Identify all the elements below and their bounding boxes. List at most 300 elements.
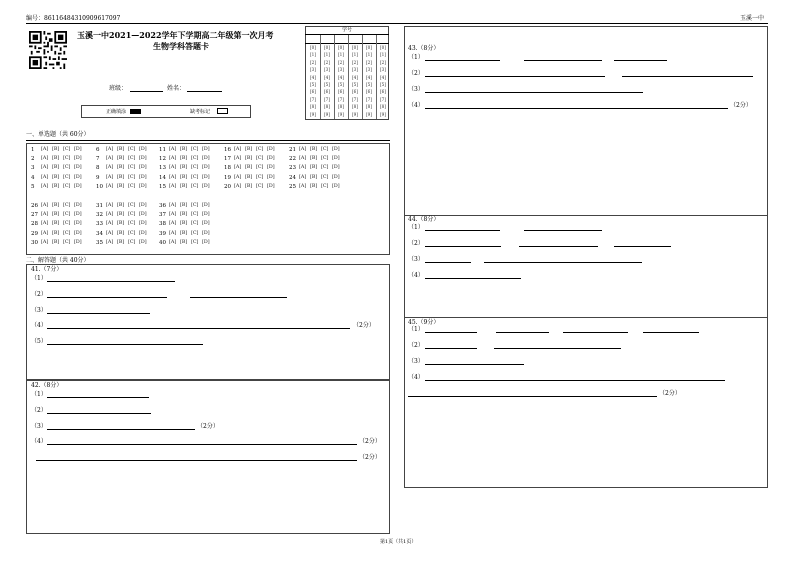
mc-option-bubble[interactable]: [B]: [117, 174, 125, 180]
mc-option-bubble[interactable]: [D]: [74, 183, 82, 189]
mc-option-bubble[interactable]: [B]: [310, 174, 318, 180]
mc-option-bubble[interactable]: [B]: [117, 183, 125, 189]
q41-3-answer[interactable]: [47, 313, 150, 314]
mc-option-bubble[interactable]: [B]: [310, 183, 318, 189]
mc-option-bubble[interactable]: [D]: [139, 156, 147, 162]
mc-option-bubble[interactable]: [B]: [245, 156, 253, 162]
student-number-bubble[interactable]: [2]: [324, 59, 330, 65]
q42-4b-answer[interactable]: [36, 460, 357, 461]
q43-score-note: （2分）: [730, 102, 752, 109]
mc-option-bubble[interactable]: [A]: [106, 230, 114, 236]
name-field[interactable]: [187, 91, 222, 92]
mc-option-bubble[interactable]: [B]: [180, 165, 188, 171]
mc-option-bubble[interactable]: [A]: [169, 183, 177, 189]
student-number-bubble[interactable]: [6]: [338, 89, 344, 95]
q45-1b-answer[interactable]: [496, 332, 549, 333]
class-field[interactable]: [130, 91, 163, 92]
student-number-bubble[interactable]: [9]: [352, 111, 358, 117]
mc-option-bubble[interactable]: [A]: [299, 165, 307, 171]
mc-option-bubble[interactable]: [D]: [74, 230, 82, 236]
mc-option-bubble[interactable]: [B]: [52, 221, 60, 227]
q43-3-answer[interactable]: [425, 92, 643, 93]
q41-4-answer[interactable]: [47, 328, 350, 329]
mc-option-bubble[interactable]: [B]: [310, 156, 318, 162]
mc-option-bubble[interactable]: [D]: [202, 203, 210, 208]
student-number-bubble[interactable]: [1]: [310, 52, 316, 58]
student-number-bubble[interactable]: [0]: [338, 45, 344, 50]
mc-option-bubble[interactable]: [B]: [52, 230, 60, 236]
mc-option-bubble[interactable]: [C]: [321, 174, 329, 180]
mc-option-bubble[interactable]: [A]: [169, 156, 177, 162]
q45-4b-answer[interactable]: [408, 396, 657, 397]
exam-subtitle: 生物学科答题卡: [153, 41, 209, 51]
mc-question-number: 23: [289, 165, 296, 172]
mc-option-bubble[interactable]: [D]: [74, 212, 82, 218]
mc-option-bubble[interactable]: [C]: [128, 203, 136, 208]
mc-option-bubble[interactable]: [A]: [41, 156, 49, 162]
mc-option-bubble[interactable]: [D]: [267, 183, 275, 189]
mc-option-bubble[interactable]: [D]: [202, 239, 210, 245]
mc-option-bubble[interactable]: [B]: [117, 212, 125, 218]
q45-1c-answer[interactable]: [563, 332, 628, 333]
mc-option-bubble[interactable]: [A]: [106, 174, 114, 180]
student-number-bubble[interactable]: [1]: [338, 52, 344, 58]
mc-option-bubble[interactable]: [D]: [332, 156, 340, 162]
mc-option-bubble[interactable]: [A]: [234, 156, 242, 162]
mc-option-bubble[interactable]: [C]: [256, 147, 264, 152]
mc-option-bubble[interactable]: [C]: [128, 174, 136, 180]
mc-option-bubble[interactable]: [A]: [41, 212, 49, 218]
mc-option-bubble[interactable]: [A]: [299, 183, 307, 189]
mc-option-bubble[interactable]: [B]: [245, 183, 253, 189]
student-number-bubble[interactable]: [1]: [380, 52, 386, 58]
mc-question-number: 26: [31, 203, 38, 209]
mc-option-bubble[interactable]: [B]: [245, 165, 253, 171]
mc-option-bubble[interactable]: [B]: [117, 156, 125, 162]
mc-option-bubble[interactable]: [A]: [169, 203, 177, 208]
student-number-bubble[interactable]: [0]: [380, 45, 386, 50]
mc-option-bubble[interactable]: [B]: [180, 212, 188, 218]
mc-option-bubble[interactable]: [A]: [234, 165, 242, 171]
q45-1d-answer[interactable]: [643, 332, 699, 333]
mc-option-bubble[interactable]: [A]: [106, 165, 114, 171]
q41-item-3: （3）: [31, 307, 47, 314]
student-number-bubble[interactable]: [5]: [338, 82, 344, 87]
student-number-bubble[interactable]: [3]: [324, 67, 330, 73]
mc-option-bubble[interactable]: [D]: [202, 156, 210, 162]
mc-option-bubble[interactable]: [D]: [332, 165, 340, 171]
mc-option-bubble[interactable]: [C]: [63, 212, 71, 218]
student-number-bubble[interactable]: [4]: [380, 74, 386, 80]
q42-3-answer[interactable]: [47, 429, 195, 430]
mc-option-bubble[interactable]: [A]: [106, 183, 114, 189]
mc-option-bubble[interactable]: [C]: [256, 165, 264, 171]
mc-option-bubble[interactable]: [D]: [267, 156, 275, 162]
mc-option-bubble[interactable]: [C]: [256, 183, 264, 189]
mc-question-number: 6: [96, 147, 100, 153]
mc-option-bubble[interactable]: [A]: [106, 221, 114, 227]
mc-option-bubble[interactable]: [C]: [128, 221, 136, 227]
student-number-bubble[interactable]: [9]: [338, 111, 344, 117]
q44-3a-answer[interactable]: [425, 262, 471, 263]
mc-option-bubble[interactable]: [B]: [310, 165, 318, 171]
mc-option-bubble[interactable]: [B]: [52, 239, 60, 245]
student-number-bubble[interactable]: [1]: [324, 52, 330, 58]
mc-option-bubble[interactable]: [B]: [117, 221, 125, 227]
mc-option-bubble[interactable]: [D]: [202, 230, 210, 236]
mc-question-number: 25: [289, 183, 296, 190]
student-number-bubble[interactable]: [3]: [338, 67, 344, 73]
mc-option-bubble[interactable]: [D]: [74, 156, 82, 162]
q43-4-answer[interactable]: [425, 108, 728, 109]
mc-option-bubble[interactable]: [B]: [52, 147, 60, 152]
q45-1a-answer[interactable]: [425, 332, 477, 333]
q44-4-answer[interactable]: [425, 278, 521, 279]
student-number-bubble[interactable]: [1]: [366, 52, 372, 58]
mc-option-bubble[interactable]: [C]: [63, 239, 71, 245]
mc-option-bubble[interactable]: [C]: [191, 147, 199, 152]
mc-option-bubble[interactable]: [A]: [41, 239, 49, 245]
q43-box: [404, 26, 768, 216]
mc-question-number: 24: [289, 174, 296, 181]
mc-option-bubble[interactable]: [D]: [332, 183, 340, 189]
section2-title: 二、解答题（共 40分）: [26, 257, 90, 264]
mc-option-bubble[interactable]: [D]: [139, 212, 147, 218]
student-number-bubble[interactable]: [0]: [366, 45, 372, 50]
q45-3-answer[interactable]: [425, 364, 524, 365]
mc-option-bubble[interactable]: [C]: [321, 165, 329, 171]
mc-option-bubble[interactable]: [A]: [41, 183, 49, 189]
student-number-bubble[interactable]: [3]: [352, 67, 358, 73]
mc-option-bubble[interactable]: [B]: [180, 183, 188, 189]
mc-option-bubble[interactable]: [B]: [180, 156, 188, 162]
mc-option-bubble[interactable]: [D]: [139, 165, 147, 171]
mc-option-bubble[interactable]: [B]: [117, 165, 125, 171]
q42-item-1: （1）: [31, 391, 47, 398]
q42-score-note-3: （2分）: [197, 423, 219, 430]
mc-option-bubble[interactable]: [A]: [169, 239, 177, 245]
mc-option-bubble[interactable]: [B]: [117, 230, 125, 236]
student-number-bubble[interactable]: [6]: [380, 89, 386, 95]
student-number-bubble[interactable]: [9]: [310, 111, 316, 117]
mc-option-bubble[interactable]: [D]: [202, 183, 210, 189]
mc-option-bubble[interactable]: [A]: [169, 165, 177, 171]
mc-option-bubble[interactable]: [A]: [169, 212, 177, 218]
q42-score-note-4a: （2分）: [359, 438, 381, 445]
mc-question-number: 22: [289, 156, 296, 163]
mc-option-bubble[interactable]: [A]: [234, 183, 242, 189]
mc-question-number: 7: [96, 156, 100, 163]
student-number-column-divider: [334, 35, 335, 119]
student-number-bubble[interactable]: [5]: [310, 82, 316, 87]
student-number-bubble[interactable]: [6]: [352, 89, 358, 95]
q43-1a-answer[interactable]: [425, 60, 500, 61]
mc-option-bubble[interactable]: [D]: [74, 165, 82, 171]
mc-option-bubble[interactable]: [A]: [299, 156, 307, 162]
mc-option-bubble[interactable]: [C]: [191, 156, 199, 162]
mc-option-bubble[interactable]: [A]: [106, 147, 114, 152]
q44-2a-answer[interactable]: [425, 246, 501, 247]
mc-option-bubble[interactable]: [A]: [106, 203, 114, 208]
q43-2b-answer[interactable]: [622, 76, 753, 77]
mc-option-bubble[interactable]: [C]: [128, 183, 136, 189]
q44-1a-answer[interactable]: [425, 230, 500, 231]
student-number-bubble[interactable]: [8]: [352, 104, 358, 110]
q42-title: 42.（8分）: [31, 382, 63, 389]
student-number-bubble[interactable]: [6]: [324, 89, 330, 95]
student-number-bubble[interactable]: [0]: [352, 45, 358, 50]
mc-option-bubble[interactable]: [A]: [41, 230, 49, 236]
q42-1-answer[interactable]: [47, 397, 149, 398]
student-number-bubble[interactable]: [9]: [380, 111, 386, 117]
student-number-bubble[interactable]: [5]: [366, 82, 372, 87]
mc-option-bubble[interactable]: [D]: [202, 165, 210, 171]
mc-option-bubble[interactable]: [A]: [299, 174, 307, 180]
student-number-bubble[interactable]: [0]: [324, 45, 330, 50]
correct-fill-sample: [130, 109, 141, 114]
mc-option-bubble[interactable]: [B]: [52, 174, 60, 180]
mc-option-bubble[interactable]: [A]: [106, 212, 114, 218]
student-number-bubble[interactable]: [7]: [324, 96, 330, 102]
student-number-bubble[interactable]: [4]: [352, 74, 358, 80]
mc-option-bubble[interactable]: [C]: [191, 230, 199, 236]
mc-option-bubble[interactable]: [B]: [180, 239, 188, 245]
mc-option-bubble[interactable]: [C]: [63, 174, 71, 180]
q41-2a-answer[interactable]: [47, 297, 167, 298]
q43-item-1: （1）: [408, 54, 424, 61]
mc-option-bubble[interactable]: [B]: [52, 156, 60, 162]
mc-option-bubble[interactable]: [D]: [267, 147, 275, 152]
mc-option-bubble[interactable]: [D]: [139, 230, 147, 236]
mc-option-bubble[interactable]: [D]: [202, 221, 210, 227]
student-number-bubble[interactable]: [6]: [366, 89, 372, 95]
mc-option-bubble[interactable]: [D]: [202, 174, 210, 180]
student-number-bubble[interactable]: [8]: [380, 104, 386, 110]
class-label: 班级：: [109, 85, 128, 92]
mc-option-bubble[interactable]: [D]: [139, 239, 147, 245]
mc-option-bubble[interactable]: [D]: [74, 174, 82, 180]
student-number-bubble[interactable]: [4]: [310, 74, 316, 80]
mc-question-number: 15: [159, 183, 166, 190]
student-number-bubble[interactable]: [4]: [324, 74, 330, 80]
absent-mark-box[interactable]: [217, 108, 228, 114]
student-number-bubble[interactable]: [8]: [338, 104, 344, 110]
qr-code-icon: [29, 31, 67, 69]
student-number-bubble[interactable]: [9]: [366, 111, 372, 117]
mc-option-bubble[interactable]: [C]: [321, 183, 329, 189]
student-number-bubble[interactable]: [2]: [366, 59, 372, 65]
student-number-bubble[interactable]: [7]: [310, 96, 316, 102]
student-number-bubble[interactable]: [9]: [324, 111, 330, 117]
mc-option-bubble[interactable]: [C]: [321, 156, 329, 162]
mc-option-bubble[interactable]: [A]: [169, 230, 177, 236]
q44-1b-answer[interactable]: [524, 230, 602, 231]
student-number-bubble[interactable]: [8]: [366, 104, 372, 110]
mc-option-bubble[interactable]: [A]: [41, 221, 49, 227]
q44-2c-answer[interactable]: [614, 246, 671, 247]
mc-option-bubble[interactable]: [C]: [128, 147, 136, 152]
student-number-bubble[interactable]: [2]: [352, 59, 358, 65]
mc-option-bubble[interactable]: [D]: [139, 147, 147, 152]
mc-option-bubble[interactable]: [B]: [52, 212, 60, 218]
mc-option-bubble[interactable]: [A]: [169, 221, 177, 227]
mc-option-bubble[interactable]: [C]: [191, 183, 199, 189]
student-number-bubble[interactable]: [6]: [310, 89, 316, 95]
student-number-bubble[interactable]: [2]: [338, 59, 344, 65]
mc-option-bubble[interactable]: [A]: [41, 203, 49, 208]
student-number-bubble[interactable]: [5]: [380, 82, 386, 87]
mc-option-bubble[interactable]: [B]: [117, 147, 125, 152]
mc-option-bubble[interactable]: [C]: [63, 165, 71, 171]
mc-option-bubble[interactable]: [B]: [245, 147, 253, 152]
student-number-bubble[interactable]: [4]: [338, 74, 344, 80]
mc-option-bubble[interactable]: [C]: [63, 147, 71, 152]
student-number-bubble[interactable]: [2]: [380, 59, 386, 65]
mc-option-bubble[interactable]: [C]: [256, 156, 264, 162]
mc-option-bubble[interactable]: [B]: [52, 203, 60, 208]
mc-option-bubble[interactable]: [C]: [321, 147, 329, 152]
student-number-bubble[interactable]: [3]: [366, 67, 372, 73]
mc-option-bubble[interactable]: [B]: [310, 147, 318, 152]
mc-question-number: 33: [96, 221, 103, 228]
mc-option-bubble[interactable]: [B]: [180, 203, 188, 208]
student-number-bubble[interactable]: [7]: [366, 96, 372, 102]
student-number-bubble[interactable]: [4]: [366, 74, 372, 80]
q43-1c-answer[interactable]: [614, 60, 667, 61]
mc-option-bubble[interactable]: [C]: [191, 239, 199, 245]
mc-option-bubble[interactable]: [D]: [139, 183, 147, 189]
mc-option-bubble[interactable]: [B]: [180, 147, 188, 152]
mc-option-bubble[interactable]: [C]: [128, 212, 136, 218]
mc-option-bubble[interactable]: [A]: [169, 147, 177, 152]
q42-item-3: （3）: [31, 423, 47, 430]
mc-option-bubble[interactable]: [C]: [128, 230, 136, 236]
mc-option-bubble[interactable]: [D]: [74, 147, 82, 152]
mc-option-bubble[interactable]: [C]: [63, 156, 71, 162]
student-number-bubble[interactable]: [3]: [310, 67, 316, 73]
mc-option-bubble[interactable]: [A]: [106, 239, 114, 245]
q43-2a-answer[interactable]: [425, 76, 605, 77]
q41-5-answer[interactable]: [47, 344, 203, 345]
student-number-bubble[interactable]: [8]: [310, 104, 316, 110]
student-number-bubble[interactable]: [7]: [352, 96, 358, 102]
mc-question-number: 13: [159, 165, 166, 172]
mc-option-bubble[interactable]: [B]: [245, 174, 253, 180]
q45-2b-answer[interactable]: [494, 348, 621, 349]
student-number-bubble[interactable]: [3]: [380, 67, 386, 73]
q43-1b-answer[interactable]: [524, 60, 602, 61]
mc-option-bubble[interactable]: [D]: [202, 147, 210, 152]
mc-option-bubble[interactable]: [B]: [52, 183, 60, 189]
mc-question-number: 17: [224, 156, 231, 163]
mc-option-bubble[interactable]: [C]: [128, 239, 136, 245]
mc-option-bubble[interactable]: [C]: [128, 165, 136, 171]
student-number-column-divider: [320, 35, 321, 119]
mc-option-bubble[interactable]: [C]: [191, 165, 199, 171]
mc-option-bubble[interactable]: [C]: [63, 203, 71, 208]
student-number-bubble[interactable]: [1]: [352, 52, 358, 58]
mc-option-bubble[interactable]: [B]: [180, 221, 188, 227]
q41-title: 41.（7分）: [31, 266, 63, 273]
student-number-bubble[interactable]: [7]: [380, 96, 386, 102]
mc-option-bubble[interactable]: [C]: [191, 212, 199, 218]
q45-box: [404, 317, 768, 488]
mc-option-bubble[interactable]: [B]: [180, 174, 188, 180]
mc-option-bubble[interactable]: [D]: [332, 174, 340, 180]
mc-option-bubble[interactable]: [C]: [191, 174, 199, 180]
q44-2b-answer[interactable]: [519, 246, 598, 247]
mc-question-number: 10: [96, 183, 103, 190]
q41-item-5: （5）: [31, 338, 47, 345]
mc-option-bubble[interactable]: [A]: [299, 147, 307, 152]
q41-1-answer[interactable]: [47, 281, 175, 282]
mc-option-bubble[interactable]: [C]: [191, 203, 199, 208]
mc-question-number: 30: [31, 239, 38, 246]
q43-title: 43.（8分）: [408, 45, 440, 52]
section1-divider: [26, 140, 390, 141]
q45-2a-answer[interactable]: [425, 348, 477, 349]
mc-question-number: 5: [31, 183, 35, 190]
mc-option-bubble[interactable]: [B]: [52, 165, 60, 171]
mc-option-bubble[interactable]: [C]: [191, 221, 199, 227]
mc-option-bubble[interactable]: [B]: [180, 230, 188, 236]
student-number-bubble[interactable]: [5]: [324, 82, 330, 87]
q44-item-2: （2）: [408, 240, 424, 247]
q42-2-answer[interactable]: [47, 413, 151, 414]
mc-option-bubble[interactable]: [B]: [117, 203, 125, 208]
mc-question-number: 40: [159, 239, 166, 246]
mc-option-bubble[interactable]: [C]: [128, 156, 136, 162]
mc-option-bubble[interactable]: [A]: [169, 174, 177, 180]
page-number: 第1页（共1页）: [380, 539, 417, 545]
mc-option-bubble[interactable]: [A]: [106, 156, 114, 162]
q41-2b-answer[interactable]: [190, 297, 287, 298]
mc-option-bubble[interactable]: [A]: [234, 174, 242, 180]
mc-option-bubble[interactable]: [C]: [63, 221, 71, 227]
mc-option-bubble[interactable]: [D]: [139, 174, 147, 180]
mc-option-bubble[interactable]: [A]: [41, 174, 49, 180]
mc-option-bubble[interactable]: [D]: [139, 221, 147, 227]
student-number-bubble[interactable]: [7]: [338, 96, 344, 102]
mc-option-bubble[interactable]: [D]: [139, 203, 147, 208]
mc-option-bubble[interactable]: [D]: [74, 239, 82, 245]
mc-option-bubble[interactable]: [B]: [117, 239, 125, 245]
mc-option-bubble[interactable]: [C]: [256, 174, 264, 180]
q42-4a-answer[interactable]: [47, 444, 357, 445]
student-number-bubble[interactable]: [2]: [310, 59, 316, 65]
mc-option-bubble[interactable]: [A]: [41, 147, 49, 152]
student-number-column-divider: [376, 35, 377, 119]
student-number-bubble[interactable]: [5]: [352, 82, 358, 87]
mc-option-bubble[interactable]: [C]: [63, 183, 71, 189]
q45-4a-answer[interactable]: [425, 380, 725, 381]
mc-option-bubble[interactable]: [D]: [74, 221, 82, 227]
mc-option-bubble[interactable]: [C]: [63, 230, 71, 236]
q42-box: [26, 380, 390, 534]
mc-option-bubble[interactable]: [A]: [234, 147, 242, 152]
mc-option-bubble[interactable]: [D]: [267, 174, 275, 180]
student-number-header: 学号: [342, 27, 353, 33]
student-number-bubble[interactable]: [8]: [324, 104, 330, 110]
q44-3b-answer[interactable]: [484, 262, 642, 263]
mc-option-bubble[interactable]: [D]: [267, 165, 275, 171]
q44-title: 44.（8分）: [408, 216, 440, 223]
mc-option-bubble[interactable]: [D]: [332, 147, 340, 152]
mc-option-bubble[interactable]: [D]: [202, 212, 210, 218]
student-number-bubble[interactable]: [0]: [310, 45, 316, 50]
mc-option-bubble[interactable]: [D]: [74, 203, 82, 208]
mc-option-bubble[interactable]: [A]: [41, 165, 49, 171]
